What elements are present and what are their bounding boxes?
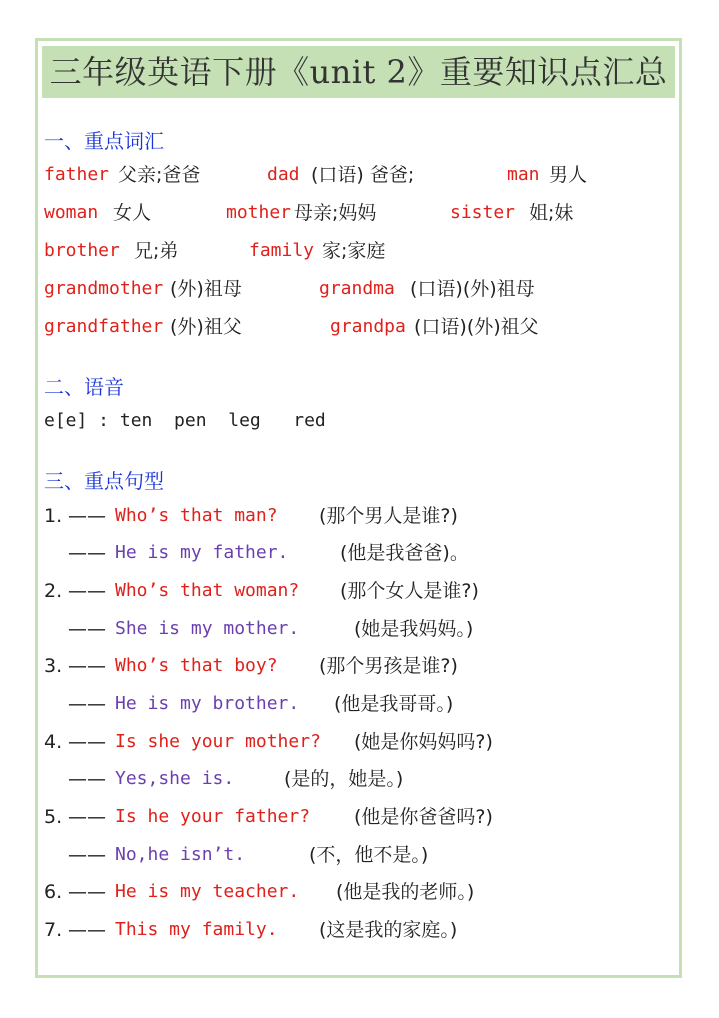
vocab-word: grandma bbox=[319, 278, 395, 299]
sentence-en: This my family. bbox=[115, 919, 278, 940]
sentence-en: He is my father. bbox=[115, 542, 289, 563]
dash: —— bbox=[68, 542, 106, 564]
vocab-word: brother bbox=[44, 240, 120, 261]
vocab-word: woman bbox=[44, 202, 99, 223]
sentence-en: He is my teacher. bbox=[115, 881, 300, 902]
sentence-cn: (这是我的家庭。) bbox=[319, 919, 458, 941]
dash: —— bbox=[68, 881, 106, 903]
dash: —— bbox=[68, 844, 106, 866]
vocab-word: sister bbox=[450, 202, 516, 223]
dash: —— bbox=[68, 806, 106, 828]
sentence-en: Who’s that woman? bbox=[115, 580, 300, 601]
vocab-meaning: 家;家庭 bbox=[322, 240, 386, 262]
vocab-meaning: 父亲;爸爸 bbox=[118, 164, 201, 186]
sentence-number: 4. bbox=[44, 731, 63, 753]
sentence-number: 1. bbox=[44, 505, 63, 527]
sentence-cn: (他是我爸爸)。 bbox=[340, 542, 469, 564]
page-title: 三年级英语下册《unit 2》重要知识点汇总 bbox=[42, 46, 675, 98]
dash: —— bbox=[68, 768, 106, 790]
vocab-word: man bbox=[507, 164, 540, 185]
sentence-cn: (他是我哥哥。) bbox=[334, 693, 454, 715]
dash: —— bbox=[68, 580, 106, 602]
sentence-cn: (她是你妈妈吗?) bbox=[354, 731, 493, 753]
dash: —— bbox=[68, 919, 106, 941]
vocab-word: family bbox=[249, 240, 315, 261]
vocab-meaning: (外)祖父 bbox=[170, 316, 242, 338]
section-heading-phonics: 二、语音 bbox=[44, 375, 124, 399]
sentence-number: 7. bbox=[44, 919, 63, 941]
sentence-cn: (他是你爸爸吗?) bbox=[354, 806, 493, 828]
vocab-word: grandpa bbox=[330, 316, 406, 337]
sentence-en: She is my mother. bbox=[115, 618, 300, 639]
vocab-word: mother bbox=[226, 202, 292, 223]
vocab-meaning: (口语)(外)祖母 bbox=[410, 278, 535, 300]
dash: —— bbox=[68, 618, 106, 640]
vocab-meaning: (外)祖母 bbox=[170, 278, 242, 300]
sentence-cn: (他是我的老师。) bbox=[336, 881, 475, 903]
vocab-word: dad bbox=[267, 164, 300, 185]
dash: —— bbox=[68, 655, 106, 677]
sentence-en: He is my brother. bbox=[115, 693, 300, 714]
vocab-meaning: (口语)(外)祖父 bbox=[414, 316, 539, 338]
sentence-cn: (那个女人是谁?) bbox=[340, 580, 479, 602]
vocab-meaning: 女人 bbox=[113, 202, 152, 224]
sentence-en: Who’s that man? bbox=[115, 505, 278, 526]
vocab-meaning: 男人 bbox=[549, 164, 588, 186]
section-heading-vocab: 一、重点词汇 bbox=[44, 129, 164, 153]
sentence-en: Is he your father? bbox=[115, 806, 311, 827]
dash: —— bbox=[68, 731, 106, 753]
sentence-cn: (她是我妈妈。) bbox=[354, 618, 474, 640]
vocab-meaning: 母亲;妈妈 bbox=[294, 202, 377, 224]
sentence-cn: (那个男孩是谁?) bbox=[319, 655, 458, 677]
sentence-en: Is she your mother? bbox=[115, 731, 321, 752]
sentence-number: 3. bbox=[44, 655, 63, 677]
vocab-word: grandfather bbox=[44, 316, 164, 337]
vocab-meaning: 兄;弟 bbox=[134, 240, 179, 262]
vocab-word: father bbox=[44, 164, 110, 185]
section-heading-sentences: 三、重点句型 bbox=[44, 469, 164, 493]
vocab-meaning: 姐;妹 bbox=[529, 202, 574, 224]
dash: —— bbox=[68, 505, 106, 527]
vocab-word: grandmother bbox=[44, 278, 164, 299]
sentence-cn: (不，他不是。) bbox=[309, 844, 429, 866]
sentence-cn: (那个男人是谁?) bbox=[319, 505, 458, 527]
vocab-meaning: (口语) 爸爸; bbox=[311, 164, 415, 186]
sentence-en: Who’s that boy? bbox=[115, 655, 278, 676]
sentence-number: 5. bbox=[44, 806, 63, 828]
dash: —— bbox=[68, 693, 106, 715]
sentence-cn: (是的，她是。) bbox=[284, 768, 404, 790]
phonics-line: e[e] : ten pen leg red bbox=[44, 410, 326, 431]
sentence-number: 2. bbox=[44, 580, 63, 602]
sentence-en: Yes,she is. bbox=[115, 768, 235, 789]
sentence-number: 6. bbox=[44, 881, 63, 903]
sentence-en: No,he isn’t. bbox=[115, 844, 246, 865]
